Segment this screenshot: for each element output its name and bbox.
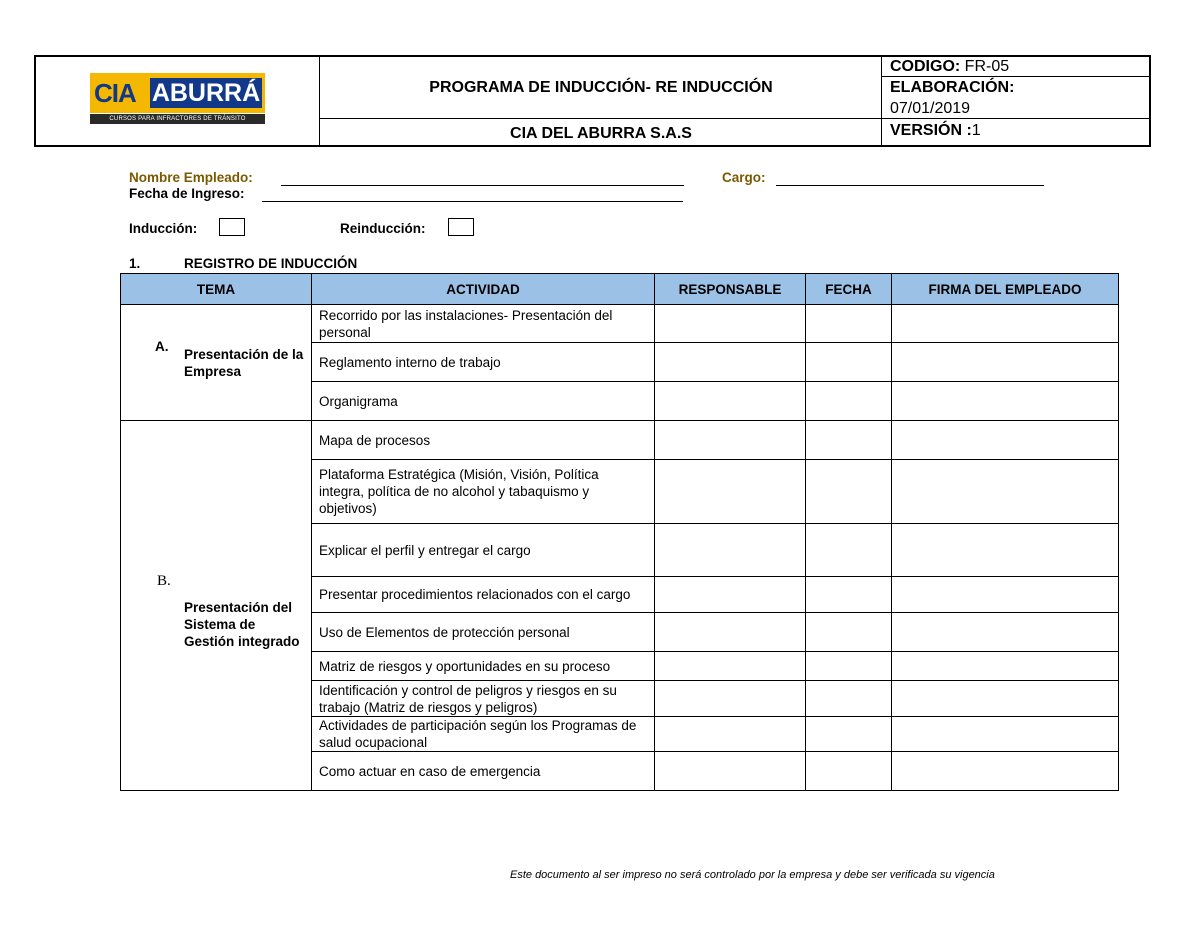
reinduccion-label: Reinducción:	[340, 221, 426, 236]
company-name: CIA DEL ABURRA S.A.S	[510, 125, 692, 142]
firma-cell[interactable]	[892, 577, 1119, 613]
fecha-cell[interactable]	[806, 524, 892, 577]
activity-cell: Matriz de riesgos y oportunidades en su proceso	[312, 652, 655, 681]
table-header-row	[121, 274, 1119, 305]
codigo	[890, 58, 1009, 76]
activity-cell: Plataforma Estratégica (Misión, Visión, Política integra, política de no alcohol y tabaquismo y objetivos)	[312, 460, 655, 524]
nombre-empleado-label: Nombre Empleado:	[129, 170, 253, 185]
fecha-cell[interactable]	[806, 681, 892, 717]
responsable-cell[interactable]	[655, 460, 806, 524]
reinduccion-checkbox[interactable]	[448, 218, 474, 236]
fecha-cell[interactable]	[806, 382, 892, 421]
firma-cell[interactable]	[892, 305, 1119, 343]
induction-register-table	[120, 273, 1119, 791]
col-header-actividad: ACTIVIDAD	[312, 274, 655, 305]
version-value: 1	[971, 122, 981, 139]
col-header-responsable: RESPONSABLE	[655, 274, 806, 305]
logo-tagline: CURSOS PARA INFRACTORES DE TRÁNSITO	[90, 114, 265, 124]
nombre-empleado-field[interactable]	[281, 185, 684, 186]
firma-cell[interactable]	[892, 717, 1119, 752]
codigo-value: FR-05	[960, 58, 1010, 75]
col-header-tema: TEMA	[121, 274, 312, 305]
cargo-field[interactable]	[776, 185, 1044, 186]
firma-cell[interactable]	[892, 382, 1119, 421]
header-divider	[881, 76, 1149, 77]
fecha-cell[interactable]	[806, 717, 892, 752]
induccion-label: Inducción:	[129, 221, 198, 236]
table-row	[121, 421, 1119, 460]
tema-text-a: Presentación de la Empresa	[184, 346, 304, 379]
col-header-fecha: FECHA	[806, 274, 892, 305]
responsable-cell[interactable]	[655, 305, 806, 343]
logo-text-aburra: ABURRÁ	[151, 79, 261, 107]
activity-cell: Recorrido por las instalaciones- Presentación del personal	[312, 305, 655, 343]
document-title: PROGRAMA DE INDUCCIÓN- RE INDUCCIÓN	[429, 79, 773, 96]
activity-cell: Identificación y control de peligros y riesgos en su trabajo (Matriz de riesgos y peligros)	[312, 681, 655, 717]
fecha-cell[interactable]	[806, 421, 892, 460]
fecha-cell[interactable]	[806, 752, 892, 791]
responsable-cell[interactable]	[655, 681, 806, 717]
responsable-cell[interactable]	[655, 613, 806, 652]
table-row	[121, 305, 1119, 343]
firma-cell[interactable]	[892, 752, 1119, 791]
elaboracion-value: 07/01/2019	[890, 100, 971, 117]
footer-disclaimer: Este documento al ser impreso no será controlado por la empresa y debe ser verificada su vigencia	[510, 869, 995, 881]
responsable-cell[interactable]	[655, 652, 806, 681]
fecha-cell[interactable]	[806, 577, 892, 613]
version-label: VERSIÓN :	[890, 122, 972, 139]
cargo-label: Cargo:	[722, 170, 766, 185]
responsable-cell[interactable]	[655, 382, 806, 421]
firma-cell[interactable]	[892, 681, 1119, 717]
responsable-cell[interactable]	[655, 524, 806, 577]
firma-cell[interactable]	[892, 524, 1119, 577]
col-header-firma: FIRMA DEL EMPLEADO	[892, 274, 1119, 305]
activity-cell: Actividades de participación según los Programas de salud ocupacional	[312, 717, 655, 752]
responsable-cell[interactable]	[655, 577, 806, 613]
activity-cell: Como actuar en caso de emergencia	[312, 752, 655, 791]
responsable-cell[interactable]	[655, 717, 806, 752]
fecha-cell[interactable]	[806, 305, 892, 343]
responsable-cell[interactable]	[655, 752, 806, 791]
activity-cell: Presentar procedimientos relacionados con el cargo	[312, 577, 655, 613]
fecha-ingreso-field[interactable]	[262, 201, 683, 202]
logo-text-cia: CIA	[94, 78, 150, 108]
responsable-cell[interactable]	[655, 421, 806, 460]
fecha-cell[interactable]	[806, 613, 892, 652]
activity-cell: Reglamento interno de trabajo	[312, 343, 655, 382]
company-logo	[90, 73, 265, 129]
section-number: 1.	[129, 256, 141, 271]
induccion-checkbox[interactable]	[219, 218, 245, 236]
header-divider	[319, 118, 1149, 119]
activity-cell: Mapa de procesos	[312, 421, 655, 460]
version	[890, 122, 981, 140]
tema-cell-a	[121, 305, 312, 421]
responsable-cell[interactable]	[655, 343, 806, 382]
firma-cell[interactable]	[892, 613, 1119, 652]
firma-cell[interactable]	[892, 460, 1119, 524]
elaboracion-label: ELABORACIÓN:	[890, 79, 1015, 96]
tema-letter-b: B.	[157, 573, 171, 589]
tema-letter-a: A.	[155, 339, 169, 354]
activity-cell: Uso de Elementos de protección personal	[312, 613, 655, 652]
firma-cell[interactable]	[892, 652, 1119, 681]
document-header	[34, 55, 1151, 147]
section-title: REGISTRO DE INDUCCIÓN	[184, 256, 358, 271]
firma-cell[interactable]	[892, 421, 1119, 460]
tema-cell-b	[121, 421, 312, 791]
tema-text-b: Presentación del Sistema de Gestión integrado	[184, 600, 300, 649]
fecha-ingreso-label: Fecha de Ingreso:	[129, 186, 245, 201]
firma-cell[interactable]	[892, 343, 1119, 382]
fecha-cell[interactable]	[806, 652, 892, 681]
fecha-cell[interactable]	[806, 460, 892, 524]
codigo-label: CODIGO:	[890, 58, 961, 75]
fecha-cell[interactable]	[806, 343, 892, 382]
activity-cell: Explicar el perfil y entregar el cargo	[312, 524, 655, 577]
activity-cell: Organigrama	[312, 382, 655, 421]
